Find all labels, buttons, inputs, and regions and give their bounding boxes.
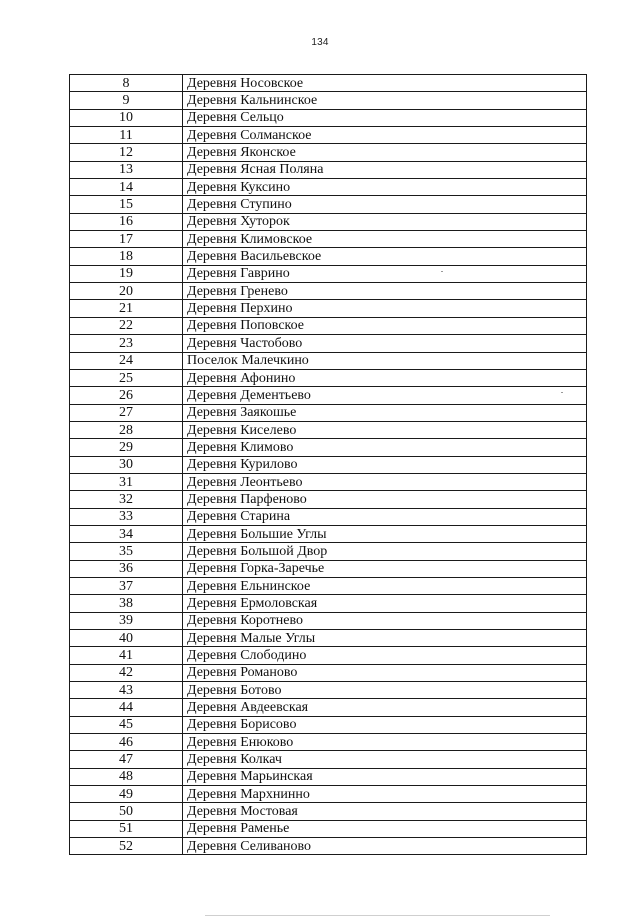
row-number-cell: 11 bbox=[70, 127, 183, 144]
row-number-cell: 25 bbox=[70, 369, 183, 386]
table-row bbox=[70, 369, 587, 386]
table-row bbox=[70, 127, 587, 144]
row-number-cell: 51 bbox=[70, 820, 183, 837]
row-number-cell: 24 bbox=[70, 352, 183, 369]
settlement-name-cell: Деревня Старина bbox=[183, 508, 587, 525]
settlement-name-cell: Деревня Гаврино bbox=[183, 265, 587, 282]
settlement-name-cell: Деревня Кальнинское bbox=[183, 92, 587, 109]
row-number-cell: 13 bbox=[70, 161, 183, 178]
row-number-cell: 15 bbox=[70, 196, 183, 213]
row-number-cell: 32 bbox=[70, 491, 183, 508]
row-number-cell: 29 bbox=[70, 439, 183, 456]
table-row bbox=[70, 630, 587, 647]
settlements-table bbox=[69, 74, 587, 855]
settlement-name-cell: Деревня Коротнево bbox=[183, 612, 587, 629]
row-number-cell: 14 bbox=[70, 179, 183, 196]
settlement-name-cell: Деревня Яконское bbox=[183, 144, 587, 161]
settlement-name-cell: Деревня Ермоловская bbox=[183, 595, 587, 612]
settlement-name-cell: Деревня Перхино bbox=[183, 300, 587, 317]
table-row bbox=[70, 404, 587, 421]
settlement-name-cell: Деревня Ступино bbox=[183, 196, 587, 213]
scan-speck bbox=[561, 392, 563, 393]
settlement-name-cell: Деревня Романово bbox=[183, 664, 587, 681]
row-number-cell: 17 bbox=[70, 231, 183, 248]
settlement-name-cell: Деревня Васильевское bbox=[183, 248, 587, 265]
row-number-cell: 31 bbox=[70, 473, 183, 490]
table-row bbox=[70, 820, 587, 837]
table-row bbox=[70, 751, 587, 768]
row-number-cell: 41 bbox=[70, 647, 183, 664]
table-row bbox=[70, 300, 587, 317]
settlement-name-cell: Деревня Колкач bbox=[183, 751, 587, 768]
row-number-cell: 36 bbox=[70, 560, 183, 577]
table-row bbox=[70, 439, 587, 456]
table-row bbox=[70, 803, 587, 820]
settlement-name-cell: Деревня Киселево bbox=[183, 421, 587, 438]
row-number-cell: 19 bbox=[70, 265, 183, 282]
settlement-name-cell: Деревня Малые Углы bbox=[183, 630, 587, 647]
settlement-name-cell: Деревня Большие Углы bbox=[183, 525, 587, 542]
table-row bbox=[70, 647, 587, 664]
row-number-cell: 35 bbox=[70, 543, 183, 560]
table-row bbox=[70, 179, 587, 196]
table-row bbox=[70, 231, 587, 248]
table-row bbox=[70, 595, 587, 612]
row-number-cell: 12 bbox=[70, 144, 183, 161]
table-row bbox=[70, 508, 587, 525]
settlement-name-cell: Деревня Афонино bbox=[183, 369, 587, 386]
table-row bbox=[70, 421, 587, 438]
table-row bbox=[70, 456, 587, 473]
table-row bbox=[70, 161, 587, 178]
settlement-name-cell: Деревня Борисово bbox=[183, 716, 587, 733]
table-row bbox=[70, 734, 587, 751]
settlement-name-cell: Деревня Хуторок bbox=[183, 213, 587, 230]
row-number-cell: 9 bbox=[70, 92, 183, 109]
row-number-cell: 46 bbox=[70, 734, 183, 751]
settlement-name-cell: Деревня Авдеевская bbox=[183, 699, 587, 716]
row-number-cell: 47 bbox=[70, 751, 183, 768]
table-row bbox=[70, 786, 587, 803]
row-number-cell: 45 bbox=[70, 716, 183, 733]
row-number-cell: 48 bbox=[70, 768, 183, 785]
settlement-name-cell: Деревня Парфеново bbox=[183, 491, 587, 508]
table-body bbox=[70, 75, 587, 855]
table-row bbox=[70, 612, 587, 629]
row-number-cell: 33 bbox=[70, 508, 183, 525]
row-number-cell: 26 bbox=[70, 387, 183, 404]
table-row bbox=[70, 543, 587, 560]
settlement-name-cell: Деревня Курилово bbox=[183, 456, 587, 473]
settlement-name-cell: Деревня Марьинская bbox=[183, 768, 587, 785]
row-number-cell: 37 bbox=[70, 577, 183, 594]
table-row bbox=[70, 682, 587, 699]
table-row bbox=[70, 664, 587, 681]
table-row bbox=[70, 577, 587, 594]
settlement-name-cell: Деревня Сельцо bbox=[183, 109, 587, 126]
row-number-cell: 49 bbox=[70, 786, 183, 803]
row-number-cell: 39 bbox=[70, 612, 183, 629]
row-number-cell: 20 bbox=[70, 283, 183, 300]
table-row bbox=[70, 768, 587, 785]
table-row bbox=[70, 283, 587, 300]
settlement-name-cell: Деревня Ельнинское bbox=[183, 577, 587, 594]
table-row bbox=[70, 560, 587, 577]
table-row bbox=[70, 352, 587, 369]
settlement-name-cell: Деревня Ботово bbox=[183, 682, 587, 699]
table-row bbox=[70, 144, 587, 161]
table-row bbox=[70, 265, 587, 282]
table-row bbox=[70, 699, 587, 716]
row-number-cell: 52 bbox=[70, 838, 183, 855]
row-number-cell: 10 bbox=[70, 109, 183, 126]
settlement-name-cell: Деревня Селиваново bbox=[183, 838, 587, 855]
row-number-cell: 34 bbox=[70, 525, 183, 542]
settlement-name-cell: Деревня Дементьево bbox=[183, 387, 587, 404]
table-row bbox=[70, 473, 587, 490]
settlement-name-cell: Деревня Леонтьево bbox=[183, 473, 587, 490]
scan-speck bbox=[441, 271, 443, 272]
settlement-name-cell: Деревня Енюково bbox=[183, 734, 587, 751]
settlement-name-cell: Деревня Гренево bbox=[183, 283, 587, 300]
table-row bbox=[70, 109, 587, 126]
row-number-cell: 38 bbox=[70, 595, 183, 612]
scan-line bbox=[205, 915, 550, 916]
settlement-name-cell: Деревня Мостовая bbox=[183, 803, 587, 820]
row-number-cell: 40 bbox=[70, 630, 183, 647]
row-number-cell: 42 bbox=[70, 664, 183, 681]
settlement-name-cell: Деревня Раменье bbox=[183, 820, 587, 837]
table-row bbox=[70, 196, 587, 213]
row-number-cell: 30 bbox=[70, 456, 183, 473]
settlement-name-cell: Деревня Заякошье bbox=[183, 404, 587, 421]
row-number-cell: 22 bbox=[70, 317, 183, 334]
settlement-name-cell: Деревня Частобово bbox=[183, 335, 587, 352]
table-row bbox=[70, 213, 587, 230]
table-row bbox=[70, 248, 587, 265]
row-number-cell: 43 bbox=[70, 682, 183, 699]
row-number-cell: 8 bbox=[70, 75, 183, 92]
row-number-cell: 44 bbox=[70, 699, 183, 716]
settlement-name-cell: Деревня Поповское bbox=[183, 317, 587, 334]
settlement-name-cell: Деревня Ясная Поляна bbox=[183, 161, 587, 178]
table-row bbox=[70, 317, 587, 334]
settlement-name-cell: Деревня Горка-Заречье bbox=[183, 560, 587, 577]
table-row bbox=[70, 716, 587, 733]
settlement-name-cell: Поселок Малечкино bbox=[183, 352, 587, 369]
settlement-name-cell: Деревня Климово bbox=[183, 439, 587, 456]
table-row bbox=[70, 838, 587, 855]
row-number-cell: 18 bbox=[70, 248, 183, 265]
settlement-name-cell: Деревня Климовское bbox=[183, 231, 587, 248]
row-number-cell: 50 bbox=[70, 803, 183, 820]
settlement-name-cell: Деревня Куксино bbox=[183, 179, 587, 196]
settlement-name-cell: Деревня Мархнинно bbox=[183, 786, 587, 803]
row-number-cell: 21 bbox=[70, 300, 183, 317]
table-row bbox=[70, 335, 587, 352]
table-row bbox=[70, 92, 587, 109]
settlement-name-cell: Деревня Слободино bbox=[183, 647, 587, 664]
settlement-name-cell: Деревня Носовское bbox=[183, 75, 587, 92]
page-number: 134 bbox=[311, 37, 329, 48]
settlement-name-cell: Деревня Большой Двор bbox=[183, 543, 587, 560]
table-row bbox=[70, 491, 587, 508]
table-row bbox=[70, 387, 587, 404]
settlement-name-cell: Деревня Солманское bbox=[183, 127, 587, 144]
row-number-cell: 16 bbox=[70, 213, 183, 230]
table-row bbox=[70, 75, 587, 92]
row-number-cell: 28 bbox=[70, 421, 183, 438]
table-row bbox=[70, 525, 587, 542]
row-number-cell: 23 bbox=[70, 335, 183, 352]
row-number-cell: 27 bbox=[70, 404, 183, 421]
